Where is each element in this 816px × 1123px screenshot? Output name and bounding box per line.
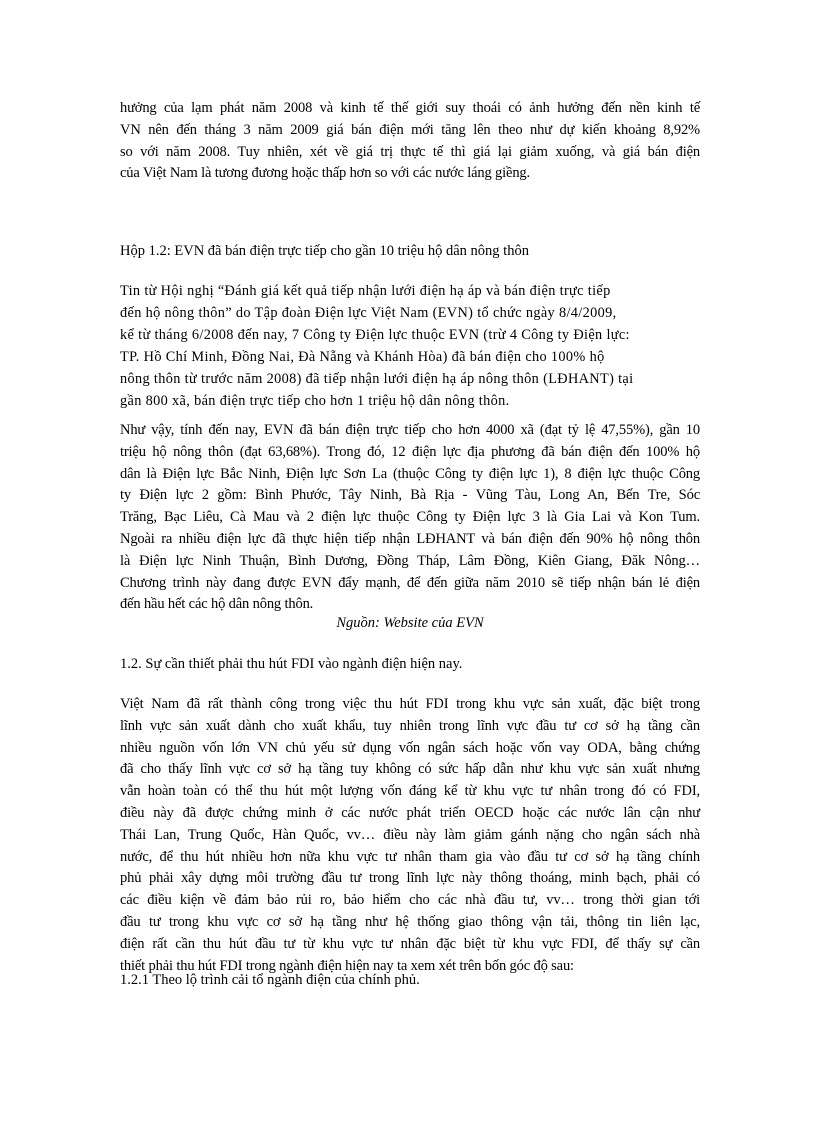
text-line: các điều kiện về đảm bảo rủi ro, bảo hiểm cho các nhà đầu tư, vv… trong thời gian tới	[120, 892, 700, 909]
text-line: phủ phải xây dựng môi trường đầu tư trong lĩnh lực này thông thoáng, minh bạch, phải có	[120, 870, 700, 887]
text-line: ty Điện lực 2 gồm: Bình Phước, Tây Ninh, Bà Rịa - Vũng Tàu, Long An, Bến Tre, Sóc	[120, 487, 700, 504]
text-line: điện rất cần thu hút đầu tư từ khu vực tư nhân đặc biệt từ khu vực FDI, để thấy sự cần	[120, 935, 700, 952]
text-line: kể từ tháng 6/2008 đến nay, 7 Công ty Điện lực thuộc EVN (trừ 4 Công ty Điện lực:	[120, 327, 630, 343]
text-line: điều này đã được chứng minh ở các nước phát triển OECD hoặc các nước lân cận như	[120, 804, 700, 821]
text-line: Việt Nam đã rất thành công trong việc thu hút FDI trong khu vực sản xuất, đặc biệt trong	[120, 696, 700, 712]
text-line: thiết phải thu hút FDI trong ngành điện hiện nay ta xem xét trên bốn góc độ sau:	[120, 957, 574, 974]
text-line: VN nên đến tháng 3 năm 2009 giá bán điện mới tăng lên theo như dự kiến khoảng 8,92%	[120, 121, 700, 138]
text-line: đến hộ nông thôn” do Tập đoàn Điện lực Việt Nam (EVN) tổ chức ngày 8/4/2009,	[120, 305, 617, 321]
text-line: đã cho thấy lĩnh vực cơ sở hạ tầng tuy không có sức hấp dẫn như khu vực sản xuất nhưng	[120, 761, 700, 778]
text-line: là Điện lực Ninh Thuận, Bình Dương, Đồng Tháp, Lâm Đồng, Kiên Giang, Đăk Nông…	[120, 552, 700, 569]
text-line: TP. Hồ Chí Minh, Đồng Nai, Đà Nẵng và Khánh Hòa) đã bán điện cho 100% hộ	[120, 349, 605, 365]
text-line: đầu tư trong khu vực cơ sở hạ tầng như hệ thống giao thông vận tải, thông tin liên lạc,	[120, 913, 700, 930]
section-heading-1-2-1: 1.2.1 Theo lộ trình cải tổ ngành điện của chính phủ.	[120, 972, 420, 988]
text-line: Ngoài ra nhiều điện lực đã thực hiện tiếp nhận LĐHANT và bán điện đến 90% hộ nông thôn	[120, 530, 700, 547]
text-line: lĩnh vực sản xuất dành cho xuất khẩu, tuy nhiên trong lĩnh vực đầu tư cơ sở hạ tầng cần	[120, 717, 700, 734]
source-citation: Nguồn: Website của EVN	[336, 615, 484, 631]
paragraph-fdi-need	[120, 694, 700, 977]
section-heading-1-2: 1.2. Sự cần thiết phải thu hút FDI vào ngành điện hiện nay.	[120, 656, 463, 672]
text-line: so với năm 2008. Tuy nhiên, xét về giá trị thực tế thì giá lại giảm xuống, và giá bán điện	[120, 143, 700, 160]
text-line: gần 800 xã, bán điện trực tiếp cho hơn 1 triệu hộ dân nông thôn.	[120, 393, 510, 409]
text-line: Tin từ Hội nghị “Đánh giá kết quả tiếp nhận lưới điện hạ áp và bán điện trực tiếp	[120, 283, 611, 299]
text-line: dân là Điện lực Bắc Ninh, Điện lực Sơn La (thuộc Công ty điện lực 1), 8 điện lực thuộc Công	[120, 465, 700, 482]
text-line: nông thôn từ trước năm 2008) đã tiếp nhận lưới điện hạ áp nông thôn (LĐHANT) tại	[120, 371, 634, 387]
text-line: hưởng của lạm phát năm 2008 và kinh tế thế giới suy thoái có ảnh hưởng đến nền kinh tế	[120, 100, 700, 116]
text-line: Thái Lan, Trung Quốc, Hàn Quốc, vv… điều này làm giảm gánh nặng cho ngân sách nhà	[120, 826, 700, 843]
paragraph-inflation-prices	[120, 98, 700, 185]
text-line: Như vậy, tính đến nay, EVN đã bán điện trực tiếp cho hơn 4000 xã (đạt tỷ lệ 47,55%), gần 10	[120, 422, 700, 438]
text-line: nhiều nguồn vốn lớn VN chủ yếu sử dụng vốn ngân sách hoặc vốn vay ODA, bằng chứng	[120, 739, 700, 756]
paragraph-conference-news	[120, 280, 700, 412]
text-line: đến hầu hết các hộ dân nông thôn.	[120, 596, 314, 613]
text-line: Chương trình này đang được EVN đẩy mạnh, để đến giữa năm 2010 sẽ tiếp nhận bán lẻ điện	[120, 574, 700, 591]
text-line: nước, để thu hút nhiều hơn nữa khu vực tư nhân tham gia vào đầu tư cơ sở hạ tầng chính	[120, 848, 700, 865]
paragraph-evn-coverage	[120, 420, 700, 616]
text-line: Trăng, Bạc Liêu, Cà Mau và 2 điện lực thuộc Công ty Điện lực 3 là Gia Lai và Kon Tum.	[120, 509, 700, 526]
text-line: triệu hộ nông thôn (đạt 63,68%). Trong đó, 12 điện lực địa phương đã bán điện đến 100% hộ	[120, 443, 700, 460]
text-line: vẫn hoàn toàn có thể thu hút một lượng vốn đáng kể từ khu vực tư nhân trong đó có FDI,	[120, 783, 700, 800]
box-title: Hộp 1.2: EVN đã bán điện trực tiếp cho gần 10 triệu hộ dân nông thôn	[120, 243, 529, 259]
text-line: của Việt Nam là tương đương hoặc thấp hơn so với các nước láng giềng.	[120, 165, 531, 182]
